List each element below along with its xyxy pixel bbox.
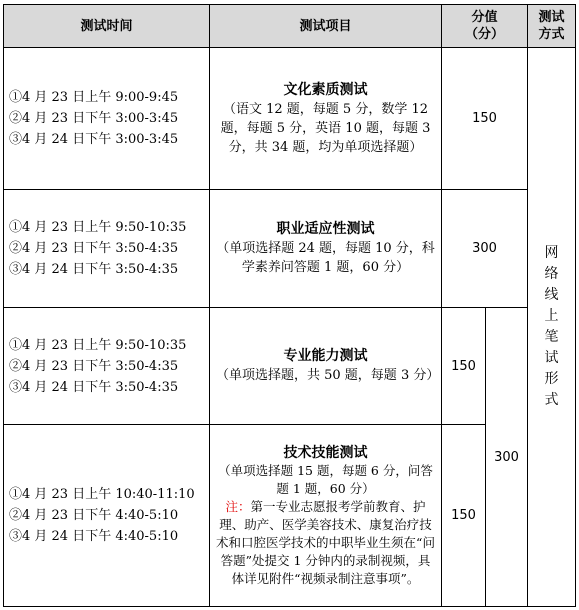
method-cell [528, 48, 576, 607]
score-cell: 300 [442, 190, 528, 308]
time-line: ②4 月 23 日下午 4:40-5:10 [9, 508, 179, 523]
time-line: ③4 月 24 日下午 3:50-4:35 [9, 379, 179, 395]
time-line: ③4 月 24 日下午 3:00-3:45 [9, 132, 179, 147]
item-title: 技术技能测试 [283, 444, 368, 461]
time-line: ②4 月 23 日下午 3:50-4:35 [9, 241, 179, 256]
item-note [216, 498, 435, 588]
method-char: 上 [544, 308, 559, 324]
score-cell: 150 [442, 308, 486, 425]
header-score: 分值 （分） [442, 5, 528, 48]
time-cell [4, 190, 210, 308]
method-char: 线 [544, 287, 559, 303]
item-title: 专业能力测试 [283, 348, 368, 364]
note-label: 注： [225, 498, 251, 514]
note-text: 第一专业志愿报考学前教育、护理、助产、医学美容技术、康复治疗技术和口腔医学技术的中职毕业生须在“问答题”处提交 1 分钟内的录制视频，具体详见附件“视频录制注意事项”。 [216, 498, 435, 586]
time-line: ①4 月 23 日上午 10:40-11:10 [9, 487, 195, 502]
item-desc: （单项选择题，共 50 题，每题 3 分） [216, 368, 440, 383]
item-cell [210, 190, 442, 308]
item-desc: （语文 12 题，每题 5 分，数学 12 题，每题 5 分，英语 10 题，每题 3 分，共 34 题，均为单项选择题） [220, 101, 431, 155]
item-title: 职业适应性测试 [276, 221, 375, 237]
method-char: 试 [544, 350, 559, 366]
combined-score-cell: 300 [486, 308, 528, 607]
score-cell: 150 [442, 425, 486, 607]
time-line: ②4 月 23 日下午 3:50-4:35 [9, 358, 179, 374]
time-cell [4, 48, 210, 190]
header-item: 测试项目 [210, 5, 442, 48]
header-row [4, 5, 576, 48]
method-char: 式 [544, 392, 559, 408]
time-line: ①4 月 23 日上午 9:50-10:35 [9, 220, 187, 235]
item-desc: （单项选择题 15 题，每题 6 分，问答题 1 题，60 分） [218, 462, 433, 496]
table-row [4, 190, 576, 308]
time-line: ①4 月 23 日上午 9:50-10:35 [9, 337, 187, 353]
item-cell [210, 425, 442, 607]
item-title: 文化素质测试 [283, 81, 368, 98]
method-char: 笔 [544, 329, 559, 345]
time-line: ②4 月 23 日下午 3:00-3:45 [9, 111, 179, 126]
time-cell [4, 425, 210, 607]
header-method: 测试 方式 [528, 5, 576, 48]
table-row [4, 48, 576, 190]
time-line: ③4 月 24 日下午 3:50-4:35 [9, 262, 179, 277]
header-time: 测试时间 [4, 5, 210, 48]
table-row [4, 308, 576, 425]
time-line: ③4 月 24 日下午 4:40-5:10 [9, 529, 179, 544]
item-desc: （单项选择题 24 题，每题 10 分，科学素养问答题 1 题，60 分） [216, 241, 435, 275]
exam-schedule-table [3, 4, 576, 607]
time-cell [4, 308, 210, 425]
method-char: 络 [544, 266, 559, 282]
time-line: ①4 月 23 日上午 9:00-9:45 [9, 90, 179, 105]
method-char: 形 [544, 371, 559, 387]
item-cell [210, 48, 442, 190]
item-cell [210, 308, 442, 425]
method-char: 网 [544, 245, 559, 261]
score-cell: 150 [442, 48, 528, 190]
